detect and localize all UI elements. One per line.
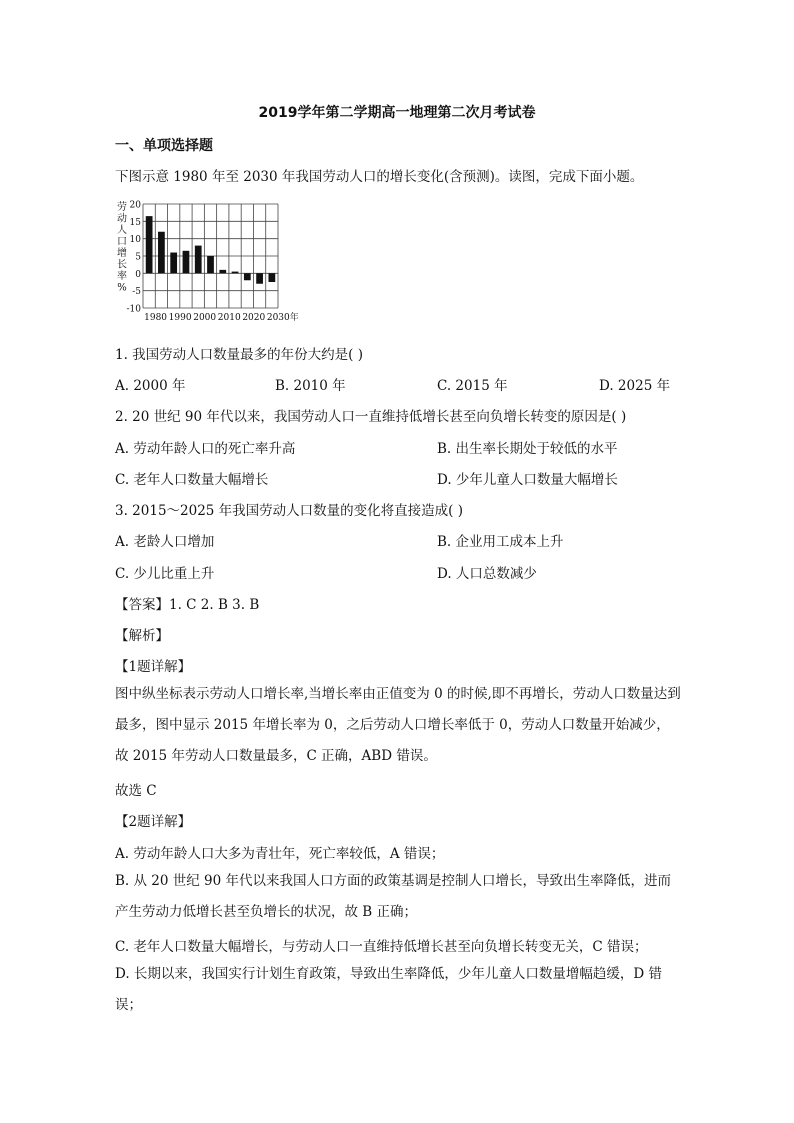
chart-x-tick-label: 2010: [217, 313, 241, 323]
q2-detail-a: A. 劳动年龄人口大多为青壮年，死亡率较低，A 错误；: [115, 846, 445, 862]
chart-y-label: [117, 200, 127, 294]
question-3-option-d: D. 人口总数减少: [437, 566, 537, 582]
section-heading: 一、单项选择题: [115, 138, 213, 154]
chart-bar: [158, 232, 165, 274]
chart-y-label-char: 增: [117, 248, 127, 259]
question-3-option-c: C. 少儿比重上升: [115, 566, 215, 582]
question-2-option-a: A. 劳动年龄人口的死亡率升高: [115, 441, 296, 457]
chart-y-label-char: 长: [117, 259, 127, 271]
question-1-stem: 1. 我国劳动人口数量最多的年份大约是( ): [115, 347, 363, 363]
chart-y-label-char: 人: [117, 225, 127, 236]
q2-detail-d: D. 长期以来，我国实行计划生育政策，导致出生率降低，少年儿童人口数量增幅趋缓，D 错误；: [115, 966, 663, 1013]
chart-bar: [268, 273, 275, 282]
labor-growth-chart: [115, 196, 299, 335]
question-1-option-a: A. 2000 年: [115, 378, 186, 394]
chart-x-tick-label: 1980: [144, 313, 168, 323]
q1-detail-body: 图中纵坐标表示劳动人口增长率,当增长率由正值变为 0 的时候,即不再增长，劳动人口数量达到最多，图中显示 2015 年增长率为 0，之后劳动人口增长率低于 0，劳动人口数量开始减少，故 2015 年劳动人口数量最多，C 正确，ABD 错误。: [115, 686, 681, 764]
chart-y-label-char: 劳: [117, 202, 127, 213]
analysis-label: 【解析】: [115, 628, 169, 644]
q2-detail-c: C. 老年人口数量大幅增长，与劳动人口一直维持低增长甚至向负增长转变无关，C 错误；: [115, 939, 648, 955]
chart-x-tick-label: 2020: [242, 313, 266, 323]
question-2-option-b: B. 出生率长期处于较低的水平: [437, 441, 618, 457]
q1-choice: 故选 C: [115, 783, 157, 799]
chart-x-tick-label: 1990: [168, 313, 192, 323]
chart-y-tick-label: 20: [129, 200, 141, 211]
chart-y-tick-label: 15: [129, 217, 141, 228]
question-intro: 下图示意 1980 年至 2030 年我国劳动人口的增长变化(含预测)。读图，完成下面小题。: [115, 169, 644, 185]
chart-bar: [256, 273, 263, 283]
chart-y-tick-label: -5: [132, 287, 141, 298]
question-2-option-d: D. 少年儿童人口数量大幅增长: [437, 472, 618, 488]
question-1-option-c: C. 2015 年: [437, 378, 508, 394]
chart-y-label-char: 口: [117, 236, 127, 248]
chart-x-tick-label: 2030年: [266, 313, 299, 323]
chart-y-ticks: [127, 201, 142, 315]
chart-y-label-char: 率: [117, 271, 127, 282]
answer-line: 【答案】1. C 2. B 3. B: [115, 597, 260, 613]
chart-y-tick-label: 0: [135, 269, 141, 280]
chart-bar: [195, 246, 202, 274]
chart-bar: [219, 270, 226, 273]
chart-bar: [170, 253, 177, 274]
chart-bar: [207, 256, 214, 273]
chart-bar: [146, 216, 153, 273]
question-1-option-d: D. 2025 年: [599, 378, 671, 394]
page-title: 2019学年第二学期高一地理第二次月考试卷: [258, 105, 536, 121]
question-3-option-b: B. 企业用工成本上升: [437, 534, 564, 550]
question-2-option-c: C. 老年人口数量大幅增长: [115, 472, 269, 488]
question-3-stem: 3. 2015～2025 年我国劳动人口数量的变化将直接造成( ): [115, 503, 464, 519]
chart-x-ticks: [144, 311, 299, 323]
chart-bar: [232, 272, 239, 274]
chart-bar: [244, 273, 251, 280]
q1-detail-heading: 【1题详解】: [115, 659, 192, 675]
question-1-option-b: B. 2010 年: [275, 378, 346, 394]
question-2-stem: 2. 20 世纪 90 年代以来，我国劳动人口一直维持低增长甚至向负增长转变的原因是( ): [115, 409, 627, 425]
chart-y-tick-label: 5: [135, 252, 141, 263]
chart-bar: [183, 251, 190, 274]
chart-x-tick-label: 2000: [193, 313, 217, 323]
chart-y-label-char: 动: [117, 213, 127, 225]
chart-y-tick-label: 10: [129, 235, 141, 246]
chart-y-label-char: %: [117, 282, 127, 294]
q2-detail-b: B. 从 20 世纪 90 年代以来我国人口方面的政策基调是控制人口增长，导致出生率降低，进而产生劳动力低增长甚至负增长的状况，故 B 正确；: [115, 873, 672, 920]
question-3-option-a: A. 老龄人口增加: [115, 534, 215, 550]
q2-detail-heading: 【2题详解】: [115, 814, 192, 830]
chart-y-tick-label: -10: [126, 304, 141, 315]
